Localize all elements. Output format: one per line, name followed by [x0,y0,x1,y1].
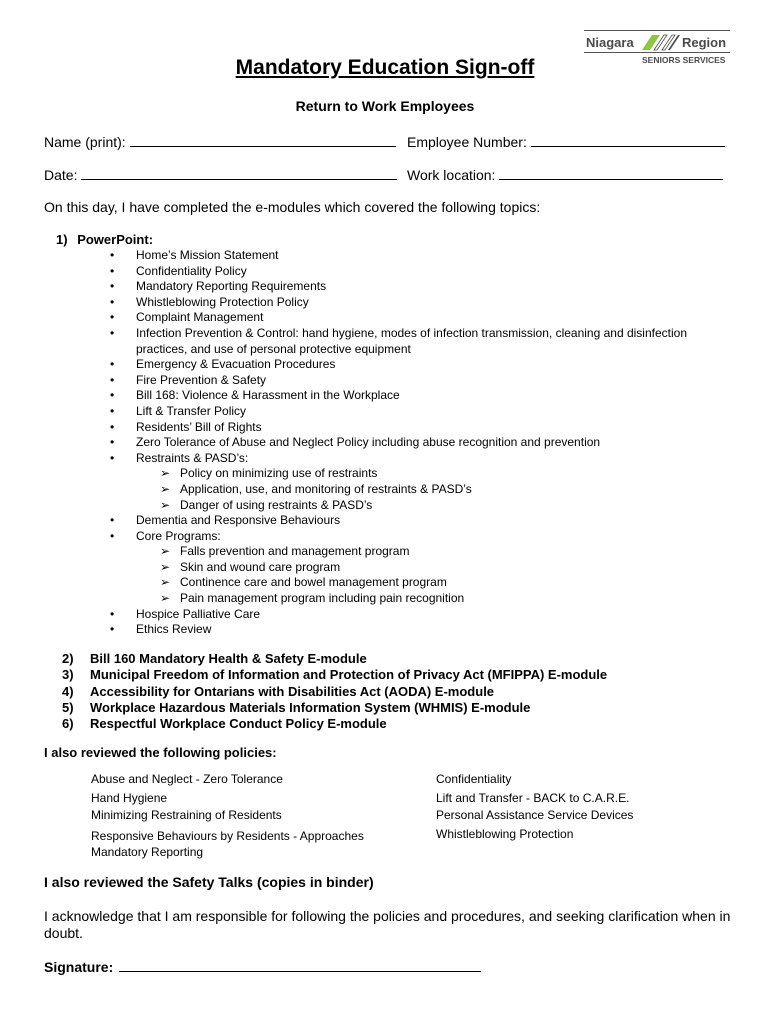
module-text: Bill 160 Mandatory Health & Safety E-module [90,651,367,666]
employee-number-field[interactable] [407,133,725,150]
topic-item [110,607,720,623]
subtopic-item [136,544,720,560]
topic-text: Confidentiality Policy [136,263,247,278]
topic-text: Zero Tolerance of Abuse and Neglect Policy including abuse recognition and prevention [136,435,601,450]
bullet-icon: • [110,325,115,340]
topic-text: Complaint Management [136,310,264,325]
policy-item: Lift and Transfer - BACK to C.A.R.E. [436,791,630,805]
module-text: Accessibility for Ontarians with Disabilities Act (AODA) E-module [90,683,495,699]
topic-item [110,420,720,436]
powerpoint-title: PowerPoint: [77,232,154,247]
topic-item [110,357,720,373]
topic-item [110,248,720,264]
subtopic-item [136,498,720,514]
subtopic-list [136,466,720,513]
subtopic-item [136,482,720,498]
arrow-bullet-icon: ➢ [160,591,171,606]
policy-item: Abuse and Neglect - Zero Tolerance [91,772,283,786]
topic-text: Emergency & Evacuation Procedures [136,357,336,372]
page-subtitle: Return to Work Employees [295,98,475,114]
topic-text: Dementia and Responsive Behaviours [136,513,341,528]
topic-text: Lift & Transfer Policy [136,403,247,418]
arrow-bullet-icon: ➢ [160,497,171,512]
subtopic-text: Continence care and bowel management program [180,575,447,590]
bullet-icon: • [110,294,115,309]
module-text: Workplace Hazardous Materials Information System (WHMIS) E-module [90,699,531,715]
module-item [62,716,607,732]
topic-item [110,622,720,638]
module-item [62,667,607,683]
policy-item: Personal Assistance Service Devices [436,808,634,822]
bullet-icon: • [110,263,115,278]
bullet-icon: • [110,388,115,403]
bullet-icon: • [110,450,115,465]
logo-name-left: Niagara [586,35,634,50]
work-location-label: Work location: [407,167,496,183]
topic-text: Mandatory Reporting Requirements [136,279,327,294]
employee-number-line[interactable] [531,133,725,147]
topic-text: Ethics Review [136,622,212,637]
name-line[interactable] [130,133,396,147]
topic-text: Hospice Palliative Care [136,606,261,621]
arrow-bullet-icon: ➢ [160,544,171,559]
bullet-icon: • [110,357,115,372]
logo-bottom-rule [584,52,730,53]
logo-top-rule [584,30,730,31]
topic-item [110,264,720,280]
module-number: 4) [62,683,74,699]
bullet-icon: • [110,528,115,543]
page-title: Mandatory Education Sign-off [235,56,535,79]
bullet-icon: • [110,372,115,387]
topic-item [110,435,720,451]
bullet-icon: • [110,435,115,450]
subtopic-text: Application, use, and monitoring of restraints & PASD’s [180,481,472,496]
topic-item [110,326,720,357]
policy-item: Mandatory Reporting [91,845,204,859]
topic-text: Whistleblowing Protection Policy [136,294,309,309]
policy-item: Minimizing Restraining of Residents [91,808,282,822]
signature-line[interactable] [119,958,481,972]
topic-item [110,529,720,607]
arrow-bullet-icon: ➢ [160,481,171,496]
topic-item [110,404,720,420]
logo-name-right: Region [682,35,727,50]
bullet-icon: • [110,513,115,528]
topic-text: Core Programs: [136,528,221,543]
module-item [62,684,607,700]
topic-item [110,388,720,404]
logo-subtitle: SENIORS SERVICES [642,55,726,65]
subtopic-item [136,591,720,607]
bullet-icon: • [110,310,115,325]
bullet-icon: • [110,419,115,434]
module-number: 6) [62,716,74,732]
date-field[interactable] [44,166,397,183]
subtopic-text: Policy on minimizing use of restraints [180,466,378,481]
bullet-icon: • [110,248,115,262]
powerpoint-heading [56,232,153,247]
subtopic-list [136,544,720,606]
subtopic-text: Pain management program including pain recognition [180,591,465,606]
module-item [62,651,607,667]
employee-number-label: Employee Number: [407,134,527,150]
topic-item [110,513,720,529]
bullet-icon: • [110,606,115,621]
signature-label: Signature: [44,959,114,975]
policy-item: Confidentiality [436,772,512,786]
signature-field[interactable] [44,958,481,975]
subtopic-text: Skin and wound care program [180,559,341,574]
policy-item: Whistleblowing Protection [436,827,574,841]
module-list [62,651,607,732]
subtopic-item [136,466,720,482]
acknowledgement-text: I acknowledge that I am responsible for following the policies and procedures, and seeking clarification when in doubt. [44,908,731,941]
topic-text: Bill 168: Violence & Harassment in the Workplace [136,388,400,403]
module-number: 5) [62,699,74,715]
topic-item [110,279,720,295]
subtopic-item [136,560,720,576]
name-label: Name (print): [44,134,126,150]
arrow-bullet-icon: ➢ [160,466,171,481]
topic-text: Fire Prevention & Safety [136,372,267,387]
policies-heading: I also reviewed the following policies: [44,745,277,760]
powerpoint-number: 1) [56,232,68,247]
topic-item [110,451,720,513]
date-line[interactable] [81,166,397,180]
policy-item: Responsive Behaviours by Residents - Approaches [91,829,364,843]
arrow-bullet-icon: ➢ [160,575,171,590]
module-item [62,700,607,716]
safety-talks-heading: I also reviewed the Safety Talks (copies in binder) [44,874,374,890]
module-text: Respectful Workplace Conduct Policy E-module [90,716,387,732]
bullet-icon: • [110,403,115,418]
module-text: Municipal Freedom of Information and Protection of Privacy Act (MFIPPA) E-module [90,667,608,683]
logo-stripes-icon [640,34,680,51]
subtopic-item [136,575,720,591]
policy-item: Hand Hygiene [91,791,168,805]
date-label: Date: [44,167,78,183]
subtopic-text: Danger of using restraints & PASD’s [180,497,373,512]
intro-text: On this day, I have completed the e-modules which covered the following topics: [44,199,541,215]
name-field[interactable] [44,133,396,150]
powerpoint-topic-list [110,248,720,638]
topic-text: Restraints & PASD’s: [136,450,249,465]
bullet-icon: • [110,622,115,637]
topic-item [110,373,720,389]
work-location-field[interactable] [407,166,723,183]
subtopic-text: Falls prevention and management program [180,544,410,559]
topic-text: Home’s Mission Statement [136,248,279,262]
work-location-line[interactable] [499,166,723,180]
arrow-bullet-icon: ➢ [160,559,171,574]
topic-item [110,310,720,326]
topic-item [110,295,720,311]
module-number: 2) [62,651,74,666]
bullet-icon: • [110,279,115,294]
topic-text: Residents’ Bill of Rights [136,419,262,434]
topic-text: Infection Prevention & Control: hand hygiene, modes of infection transmission, cleaning and disinfection practices, and use of personal protective equipment [136,325,687,356]
module-number: 3) [62,667,74,683]
